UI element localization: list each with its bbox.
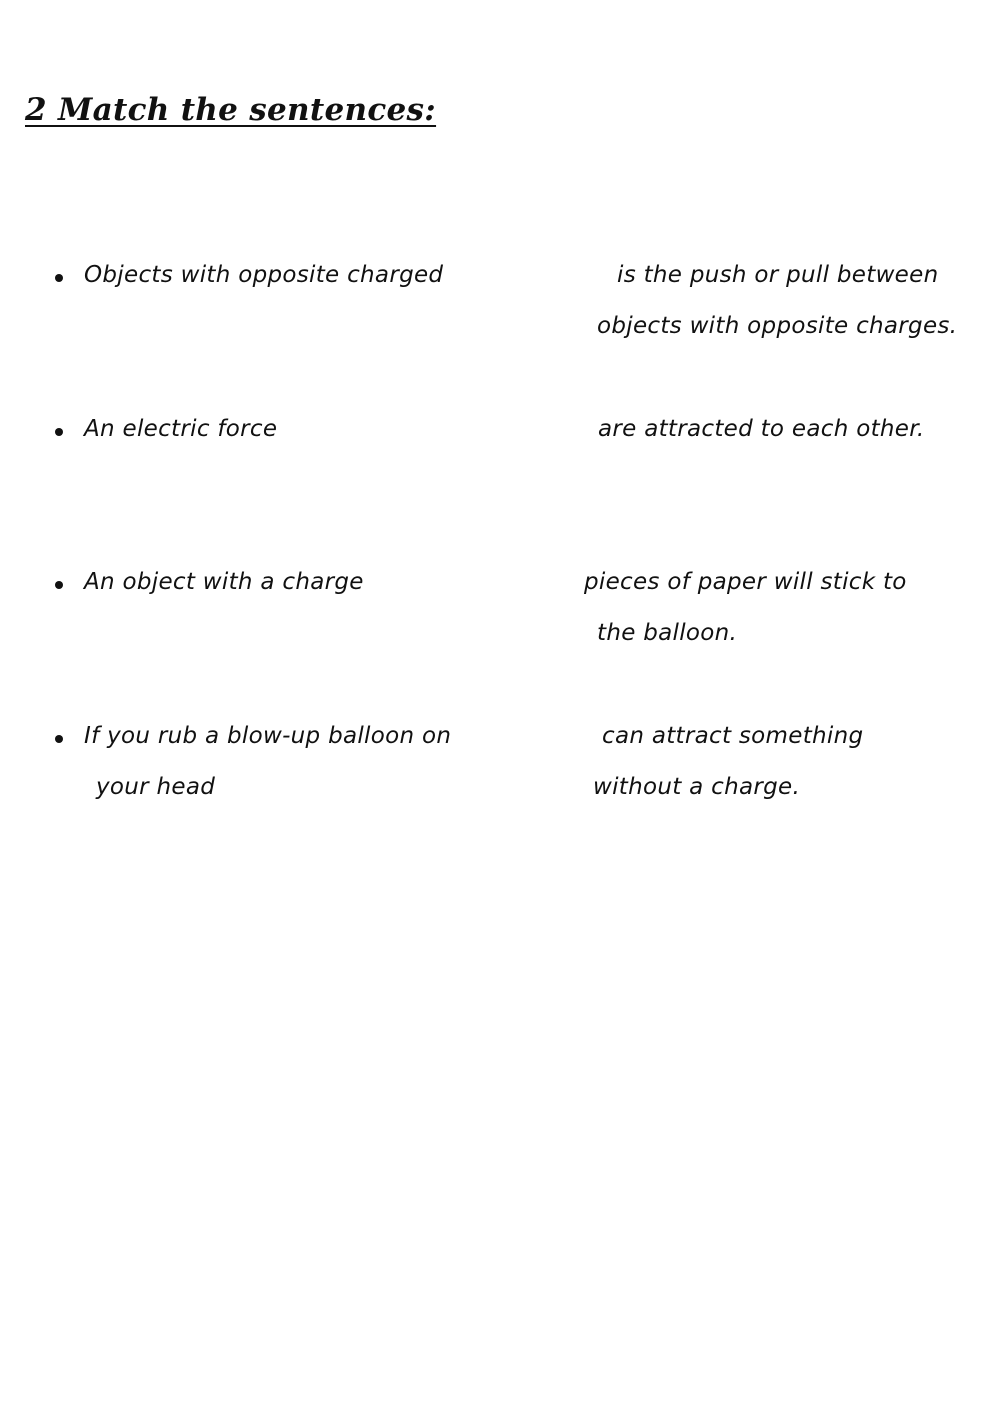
bullet-icon [55,274,63,282]
left-item-4-line-1: If you rub a blow-up balloon on [84,723,452,749]
right-item-4-line-1: can attract something [602,723,864,749]
left-item-1-line-1: Objects with opposite charged [84,262,444,288]
right-item-1-line-2: objects with opposite charges. [597,313,958,339]
right-item-1-line-1: is the push or pull between [617,262,939,288]
right-item-3-line-1: pieces of paper will stick to [584,569,907,595]
bullet-icon [55,428,63,436]
bullet-icon [55,735,63,743]
left-item-3-line-1: An object with a charge [84,569,364,595]
left-item-2-line-1: An electric force [84,416,278,442]
right-item-2-line-1: are attracted to each other. [598,416,925,442]
bullet-icon [55,581,63,589]
right-item-4-line-2: without a charge. [593,774,801,800]
right-item-3-line-2: the balloon. [597,620,738,646]
left-item-4-line-2: your head [96,774,216,800]
page-title: 2 Match the sentences: [25,92,437,128]
